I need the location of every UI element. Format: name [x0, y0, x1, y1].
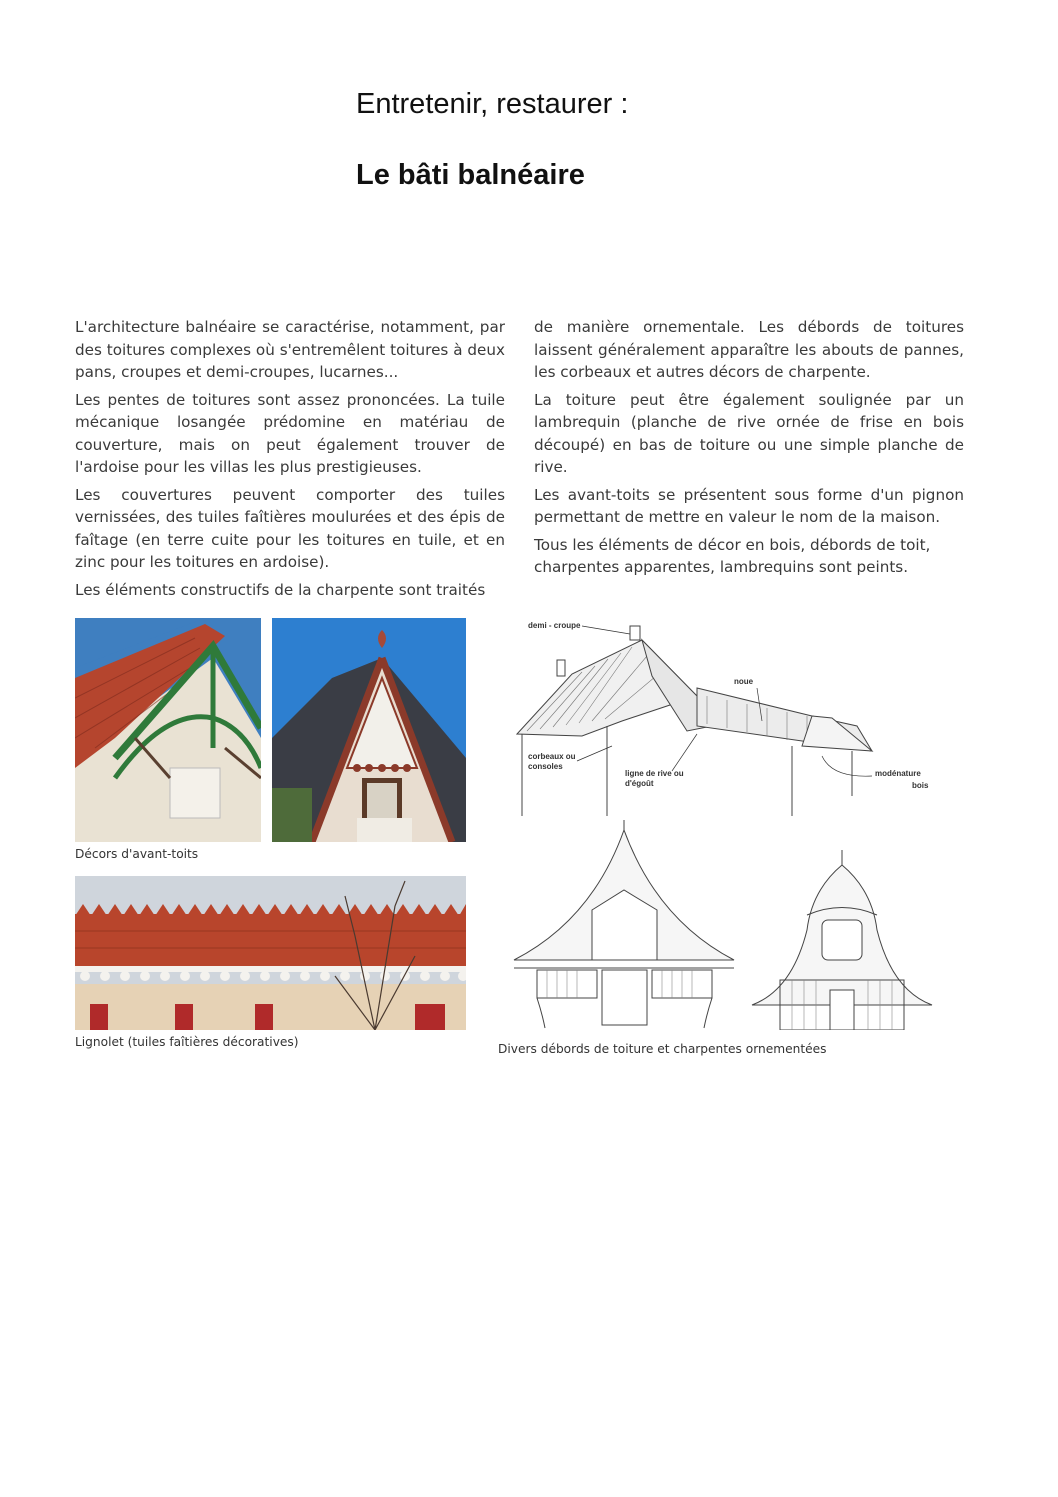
- photo-lignolet: [75, 876, 466, 1030]
- diagram-roof-structure-image: [512, 616, 962, 816]
- page-title: Le bâti balnéaire: [356, 159, 585, 191]
- label-noue: noue: [734, 677, 754, 686]
- text-column-right: [534, 316, 964, 584]
- caption-lignolet: Lignolet (tuiles faîtières décoratives): [75, 1035, 299, 1049]
- paragraph: Les éléments constructifs de la charpente sont traités: [75, 580, 486, 599]
- photo-ornate-gable-image: [272, 618, 466, 842]
- paragraph: de manière ornementale. Les débords de toitures laissent généralement apparaître les abouts de pannes, les corbeaux et autres décors de charpente.: [534, 318, 964, 381]
- text-column-left: [75, 316, 505, 606]
- label-corbeaux-1: corbeaux ou: [528, 752, 576, 761]
- caption-avant-toits: Décors d'avant-toits: [75, 847, 199, 861]
- paragraph: Tous les éléments de décor en bois, débords de toit, charpentes apparentes, lambrequins sont peints.: [534, 535, 931, 576]
- label-ligne-de-rive-2: d'égoût: [625, 779, 654, 788]
- photo-ornate-gable: [272, 618, 466, 842]
- label-modenature-2: bois: [912, 781, 929, 790]
- label-corbeaux-2: consoles: [528, 762, 563, 771]
- diagram-roof-structure: [512, 616, 962, 816]
- diagram-elevations-image: [512, 820, 962, 1030]
- page-subtitle: Entretenir, restaurer :: [356, 88, 629, 120]
- paragraph: La toiture peut être également soulignée par un lambrequin (planche de rive ornée de frise en bois découpé) en bas de toiture ou une simple planche de rive.: [534, 390, 964, 476]
- label-modenature-1: modénature: [875, 769, 921, 778]
- caption-debords: Divers débords de toiture et charpentes ornementées: [498, 1042, 827, 1056]
- label-ligne-de-rive-1: ligne de rive ou: [625, 769, 684, 778]
- diagram-elevations: [512, 820, 962, 1030]
- photo-green-gable-image: [75, 618, 261, 842]
- paragraph: Les avant-toits se présentent sous forme d'un pignon permettant de mettre en valeur le nom de la maison.: [534, 485, 964, 526]
- paragraph: Les pentes de toitures sont assez prononcées. La tuile mécanique losangée prédomine en matériau de couverture, mais on peut également trouver de l'ardoise pour les villas les plus prestigieuses.: [75, 390, 505, 476]
- paragraph: Les couvertures peuvent comporter des tuiles vernissées, des tuiles faîtières moulurées et des épis de faîtage (en terre cuite pour les toitures en tuile, et en zinc pour les toitures en ardoise).: [75, 485, 505, 571]
- label-demi-croupe: demi - croupe: [528, 621, 581, 630]
- paragraph: L'architecture balnéaire se caractérise, notamment, par des toitures complexes où s'entremêlent toitures à deux pans, croupes et demi-croupes, lucarnes...: [75, 318, 505, 381]
- photo-green-gable: [75, 618, 261, 842]
- photo-lignolet-image: [75, 876, 466, 1030]
